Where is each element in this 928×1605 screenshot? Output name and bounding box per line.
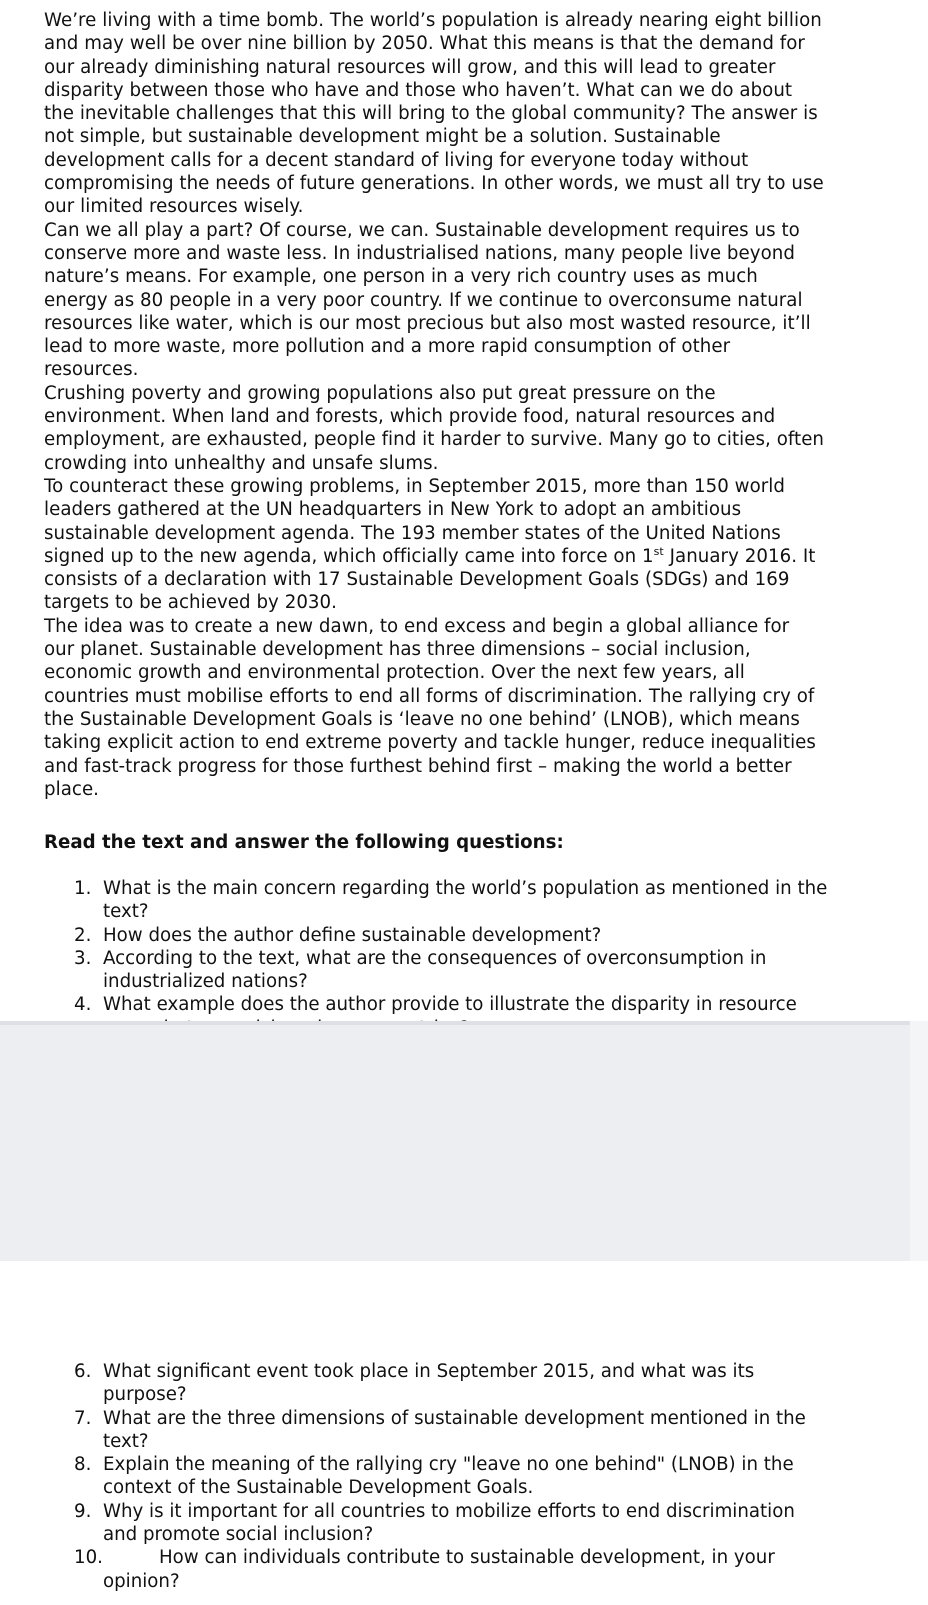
passage-paragraph-3: Crushing poverty and growing populations also put great pressure on the environment. When land and forests, which provide food, natural resources and employment, are exhausted, people find it harder to survive. Many go to cities, often crowding into unhealthy and unsafe slums.: [44, 382, 825, 474]
question-text: How does the author define sustainable development?: [103, 924, 602, 946]
question-text: How can individuals contribute to sustainable development, in your opinion?: [103, 1547, 775, 1592]
passage-paragraph-2: Can we all play a part? Of course, we can. Sustainable development requires us to conserve more and waste less. In industrialised nations, many people live beyond nature’s means. For example, one person in a very rich country uses as much energy as 80 people in a very poor country. If we continue to overconsume natural resources like water, which is our most precious but also most wasted resource, it’ll lead to more waste, more pollution and a more rapid consumption of other resources.: [44, 219, 811, 381]
question-number: 3.: [74, 947, 92, 969]
viewer-margin: [910, 1021, 928, 1261]
reading-passage: [44, 9, 824, 801]
instructions-heading: Read the text and answer the following questions:: [44, 832, 564, 853]
passage-paragraph-1: We’re living with a time bomb. The world’s population is already nearing eight billion and may well be over nine billion by 2050. What this means is that the demand for our already diminishing natural resources will grow, and this will lead to greater disparity between those who have and those who haven’t. What can we do about the inevitable challenges that this will bring to the global community? The answer is not simple, but sustainable development might be a solution. Sustainable development calls for a decent standard of living for everyone today without compromising the needs of future generations. In other words, we must all try to use our limited resources wisely.: [44, 10, 824, 218]
question-number: 10.: [74, 1547, 103, 1569]
question-number: 1.: [74, 878, 92, 899]
question-item: [74, 1407, 834, 1454]
question-number: 4.: [74, 994, 92, 1016]
question-number: 7.: [74, 1407, 92, 1429]
question-item: [74, 877, 834, 924]
question-text: What are the three dimensions of sustainable development mentioned in the text?: [103, 1407, 806, 1452]
question-number: 8.: [74, 1454, 92, 1476]
page-shadow: [0, 1021, 928, 1025]
passage-paragraph-4: [44, 475, 824, 615]
question-item: [74, 1360, 834, 1407]
question-text: What example does the author provide to illustrate the disparity in resource: [103, 994, 797, 1016]
question-number: 9.: [74, 1500, 92, 1522]
question-text: Explain the meaning of the rallying cry "leave no one behind" (LNOB) in the context of the Sustainable Development Goals.: [103, 1454, 794, 1499]
question-text: What significant event took place in September 2015, and what was its purpose?: [103, 1361, 755, 1406]
paragraph-4-part-1: To counteract these growing problems, in September 2015, more than 150 world leaders gathered at the UN headquarters in New York to adopt an ambitious sustainable development agenda. The 193 member states of the United Nations signed up to the new agenda, which officially came into force on 1: [44, 475, 785, 567]
paragraph-4-part-2: January 2016. It consists of a declaration with 17 Sustainable Development Goals (SDGs) and 169 targets to be achieved by 2030.: [44, 545, 816, 614]
question-text: Why is it important for all countries to mobilize efforts to end discrimination and promote social inclusion?: [103, 1500, 795, 1546]
question-text: What is the main concern regarding the world’s population as mentioned in the text?: [103, 878, 828, 923]
page-separator: [0, 1021, 928, 1261]
question-item: [74, 1546, 834, 1593]
question-item: [74, 1453, 834, 1500]
question-list-part-2: [74, 1360, 834, 1593]
question-text: According to the text, what are the consequences of overconsumption in industrialized nations?: [103, 947, 767, 993]
ordinal-superscript: st: [653, 544, 664, 558]
question-item: [74, 1500, 834, 1547]
question-number: 6.: [74, 1361, 92, 1382]
question-number: 2.: [74, 924, 92, 946]
passage-paragraph-5: The idea was to create a new dawn, to end excess and begin a global alliance for our planet. Sustainable development has three dimensions – social inclusion, economic growth and environmental protection. Over the next few years, all countries must mobilise efforts to end all forms of discrimination. The rallying cry of the Sustainable Development Goals is ‘leave no one behind’ (LNOB), which means taking explicit action to end extreme poverty and tackle hunger, reduce inequalities and fast-track progress for those furthest behind first – making the world a better place.: [44, 615, 816, 800]
question-item: [74, 924, 834, 947]
question-item: [74, 947, 834, 994]
